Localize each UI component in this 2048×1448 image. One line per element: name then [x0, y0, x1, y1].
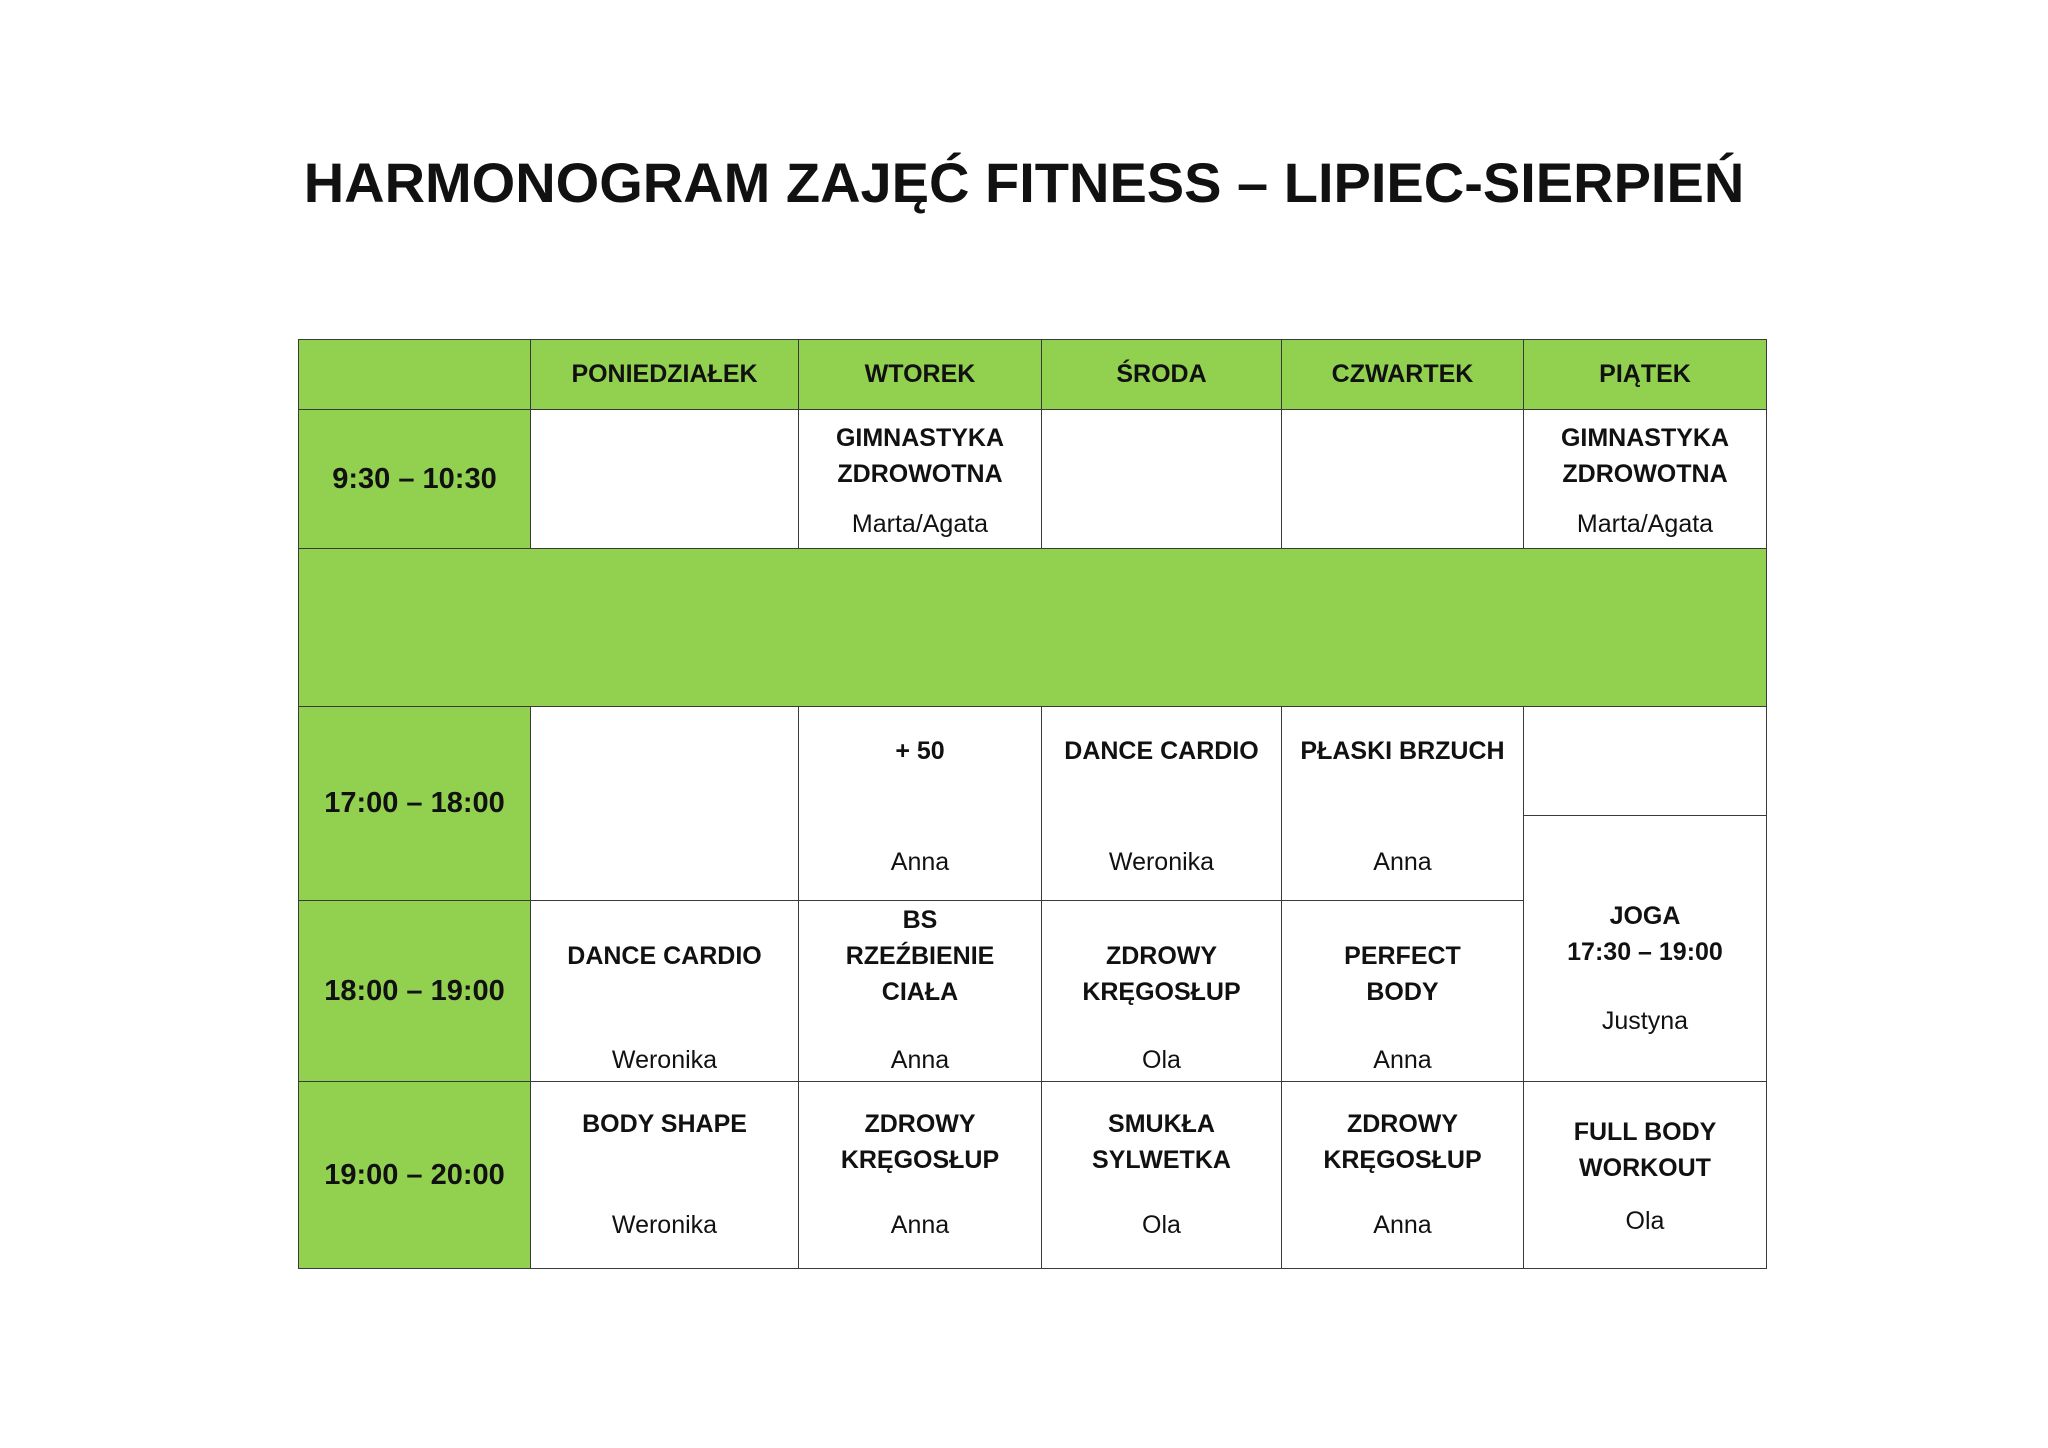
cell-thu-1900: [1282, 1082, 1524, 1269]
cell-fri-1700: [1524, 707, 1767, 816]
day-header-wednesday: ŚRODA: [1042, 340, 1282, 410]
class-name: + 50: [895, 737, 945, 765]
class-name: SMUKŁA SYLWETKA: [1092, 1110, 1231, 1174]
day-header-monday: PONIEDZIAŁEK: [531, 340, 799, 410]
instructor-name: Weronika: [611, 1211, 718, 1239]
cell-wed-1700: [1042, 707, 1282, 901]
day-header-friday: PIĄTEK: [1524, 340, 1767, 410]
class-name: GIMNASTYKA ZDROWOTNA: [1560, 424, 1730, 488]
day-header-tuesday: WTOREK: [799, 340, 1042, 410]
time-cell-1900: 19:00 – 20:00: [299, 1082, 531, 1269]
cell-fri-joga: [1524, 816, 1767, 1082]
instructor-name: Ola: [1142, 1046, 1181, 1074]
cell-tue-1700: [799, 707, 1042, 901]
cell-wed-0930: [1042, 410, 1282, 549]
instructor-name: Anna: [1373, 1046, 1432, 1074]
cell-mon-0930: [531, 410, 799, 549]
page-title: HARMONOGRAM ZAJĘĆ FITNESS – LIPIEC-SIERPIEŃ: [303, 151, 1745, 214]
row-0930: [299, 410, 1767, 549]
cell-fri-1900: [1524, 1082, 1767, 1269]
class-name: BODY SHAPE: [582, 1110, 747, 1138]
instructor-name: Ola: [1625, 1207, 1665, 1235]
class-name: GIMNASTYKA ZDROWOTNA: [835, 424, 1005, 488]
header-row: [299, 340, 1767, 410]
schedule-table: [298, 339, 1767, 1269]
instructor-name: Anna: [1373, 848, 1432, 876]
class-name: BS RZEŹBIENIE CIAŁA: [845, 906, 995, 1006]
break-row: [299, 549, 1767, 707]
instructor-name: Ola: [1142, 1211, 1181, 1239]
cell-tue-1900: [799, 1082, 1042, 1269]
cell-mon-1900: [531, 1082, 799, 1269]
corner-cell: [299, 340, 531, 410]
time-cell-0930: 9:30 – 10:30: [299, 410, 531, 549]
class-name: ZDROWY KRĘGOSŁUP: [840, 1110, 1000, 1174]
class-name: DANCE CARDIO: [567, 942, 762, 970]
instructor-name: Marta/Agata: [851, 510, 989, 538]
instructor-name: Justyna: [1601, 1007, 1689, 1035]
cell-wed-1800: [1042, 901, 1282, 1082]
day-header-thursday: CZWARTEK: [1282, 340, 1524, 410]
cell-tue-0930: [799, 410, 1042, 549]
row-1700-a: [299, 707, 1767, 816]
class-name: ZDROWY KRĘGOSŁUP: [1082, 942, 1241, 1006]
class-name: ZDROWY KRĘGOSŁUP: [1323, 1110, 1482, 1174]
instructor-name: Anna: [890, 848, 950, 876]
cell-fri-0930: [1524, 410, 1767, 549]
instructor-name: Weronika: [611, 1046, 718, 1074]
instructor-name: Anna: [890, 1211, 950, 1239]
break-band: [299, 549, 1767, 707]
cell-thu-1700: [1282, 707, 1524, 901]
class-name: JOGA 17:30 – 19:00: [1567, 902, 1723, 966]
cell-mon-1800: [531, 901, 799, 1082]
cell-tue-1800: [799, 901, 1042, 1082]
time-cell-1800: 18:00 – 19:00: [299, 901, 531, 1082]
class-name: PERFECT BODY: [1344, 942, 1461, 1006]
instructor-name: Weronika: [1108, 848, 1215, 876]
cell-thu-1800: [1282, 901, 1524, 1082]
instructor-name: Marta/Agata: [1576, 510, 1714, 538]
row-1900: [299, 1082, 1767, 1269]
cell-thu-0930: [1282, 410, 1524, 549]
instructor-name: Anna: [890, 1046, 950, 1074]
class-name: FULL BODY WORKOUT: [1573, 1118, 1717, 1182]
cell-mon-1700: [531, 707, 799, 901]
time-cell-1700: 17:00 – 18:00: [299, 707, 531, 901]
class-name: DANCE CARDIO: [1064, 737, 1259, 765]
cell-wed-1900: [1042, 1082, 1282, 1269]
class-name: PŁASKI BRZUCH: [1300, 737, 1505, 765]
instructor-name: Anna: [1373, 1211, 1432, 1239]
